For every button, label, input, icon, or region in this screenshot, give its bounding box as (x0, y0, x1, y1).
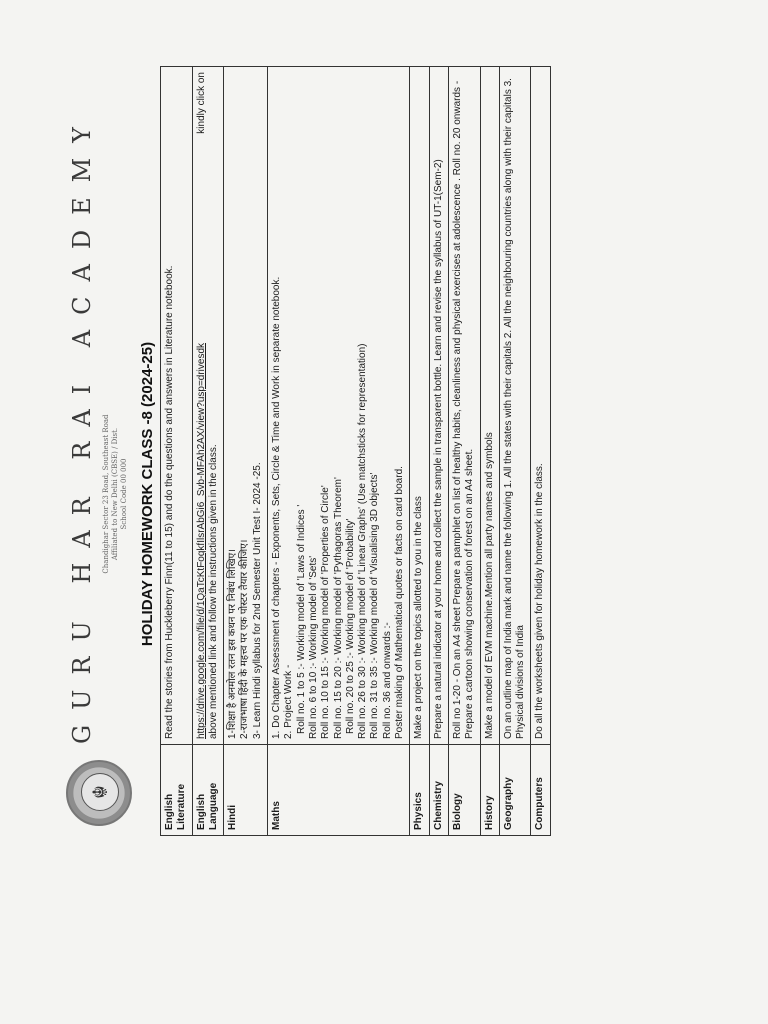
homework-line: Roll no. 31 to 35 :- Working model of 'Visualising 3D objects' (369, 472, 381, 739)
document-title: HOLIDAY HOMEWORK CLASS -8 (2024-25) (139, 341, 156, 647)
table-row (410, 67, 429, 836)
homework-cell (192, 67, 224, 745)
homework-cell (268, 67, 410, 745)
subject-cell: History (480, 745, 499, 836)
homework-text: above mentioned link and follow the instructions given in the class. (207, 444, 219, 739)
table-row (224, 67, 268, 836)
homework-line: Roll no. 26 to 30 :- Working model of 'Linear Graphs' (Use matchsticks for representation) (357, 343, 369, 739)
subject-cell: Chemistry (429, 745, 448, 836)
homework-line: Poster making of Mathematical quotes or facts on card board. (394, 466, 406, 739)
subject-cell: Geography (499, 745, 531, 836)
homework-cell: Make a model of EVM machine.Mention all party names and symbols (480, 67, 499, 745)
subject-cell: English Literature (161, 745, 193, 836)
school-address-line: Chandighar Sector 23 Road, Southeast Road (102, 414, 110, 574)
homework-line: Roll no. 20 to 25 :- Working model of 'Probability' (344, 518, 356, 734)
table-row (448, 67, 480, 836)
subject-cell: Biology (448, 745, 480, 836)
homework-cell: Roll no 1-20 - On an A4 sheet Prepare a pamphlet on list of healthy habits, cleanliness and physical exercises at adolescence . Roll no. 20 onwards - Prepare a cartoon showing conservation of forest on an A4 sheet. (448, 67, 480, 745)
subject-cell: Computers (531, 745, 550, 836)
subject-cell: Maths (268, 745, 410, 836)
table-row (531, 67, 550, 836)
subject-cell: Physics (410, 745, 429, 836)
homework-table (160, 66, 551, 836)
homework-cell: Read the stories from Huckleberry Finn(11 to 15) and do the questions and answers in Literature notebook. (161, 67, 193, 745)
subject-cell: Hindi (224, 745, 268, 836)
school-address-line: Affiliated to New Delhi (CBSE) / Dist. (111, 427, 119, 561)
drive-link[interactable]: https://drive.google.com/file/d/1QaTcKtFoqkfIlsrAbGi6_Svb-MFAh2AX/view?usp=drivesdk (195, 342, 207, 739)
homework-line: 1-शिक्षा है अनमोल रतन इस कथन पर निबंध लिखिए। (227, 549, 239, 739)
school-address-line: School Code 00 000 (120, 458, 128, 530)
table-row (480, 67, 499, 836)
homework-line: 3- Learn Hindi syllabus for 2nd Semester Unit Test I- 2024 -25. (251, 462, 263, 739)
homework-cell: Do all the worksheets given for holiday homework in the class. (531, 67, 550, 745)
homework-line: Roll no. 1 to 5 :- Working model of 'Laws of Indices ' (295, 504, 307, 734)
table-row (161, 67, 193, 836)
homework-line: 2. Project Work - (283, 664, 295, 739)
table-row (192, 67, 224, 836)
school-logo: ☬ (66, 760, 132, 826)
homework-line: Roll no. 15 to 20 :- Working model of 'Pythagoras Theorem' (332, 477, 344, 739)
table-row (499, 67, 531, 836)
homework-line: Roll no. 36 and onwards :- (381, 622, 393, 739)
table-row (268, 67, 410, 836)
homework-line: Roll no. 6 to 10 :- Working model of 'Sets' (307, 555, 319, 739)
subject-cell: English Language (192, 745, 224, 836)
homework-cell: Prepare a natural indicator at your home and collect the sample in transparent bottle. Learn and revise the syllabus of UT-1(Sem-2) (429, 67, 448, 745)
table-row (429, 67, 448, 836)
homework-cell: Make a project on the topics allotted to you in the class (410, 67, 429, 745)
homework-line: 2-राजभाषा हिंदी के महत्त्व पर एक पोस्टर तैयार कीजिए। (239, 539, 251, 739)
homework-cell: On an outline map of India mark and name the following 1. All the states with their capitals 2. All the neighbouring countries along with their capitals 3. Physical divisions of India (499, 67, 531, 745)
homework-cell (224, 67, 268, 745)
homework-line: 1. Do Chapter Assessment of chapters - Exponents, Sets, Circle & Time and Work in separate notebook. (271, 276, 283, 739)
link-note: kindly click on (195, 72, 207, 134)
homework-line: Roll no. 10 to 15 :- Working model of 'Properties of Circle' (320, 485, 332, 739)
school-name: GURU HAR RAI ACADEMY (68, 111, 96, 744)
